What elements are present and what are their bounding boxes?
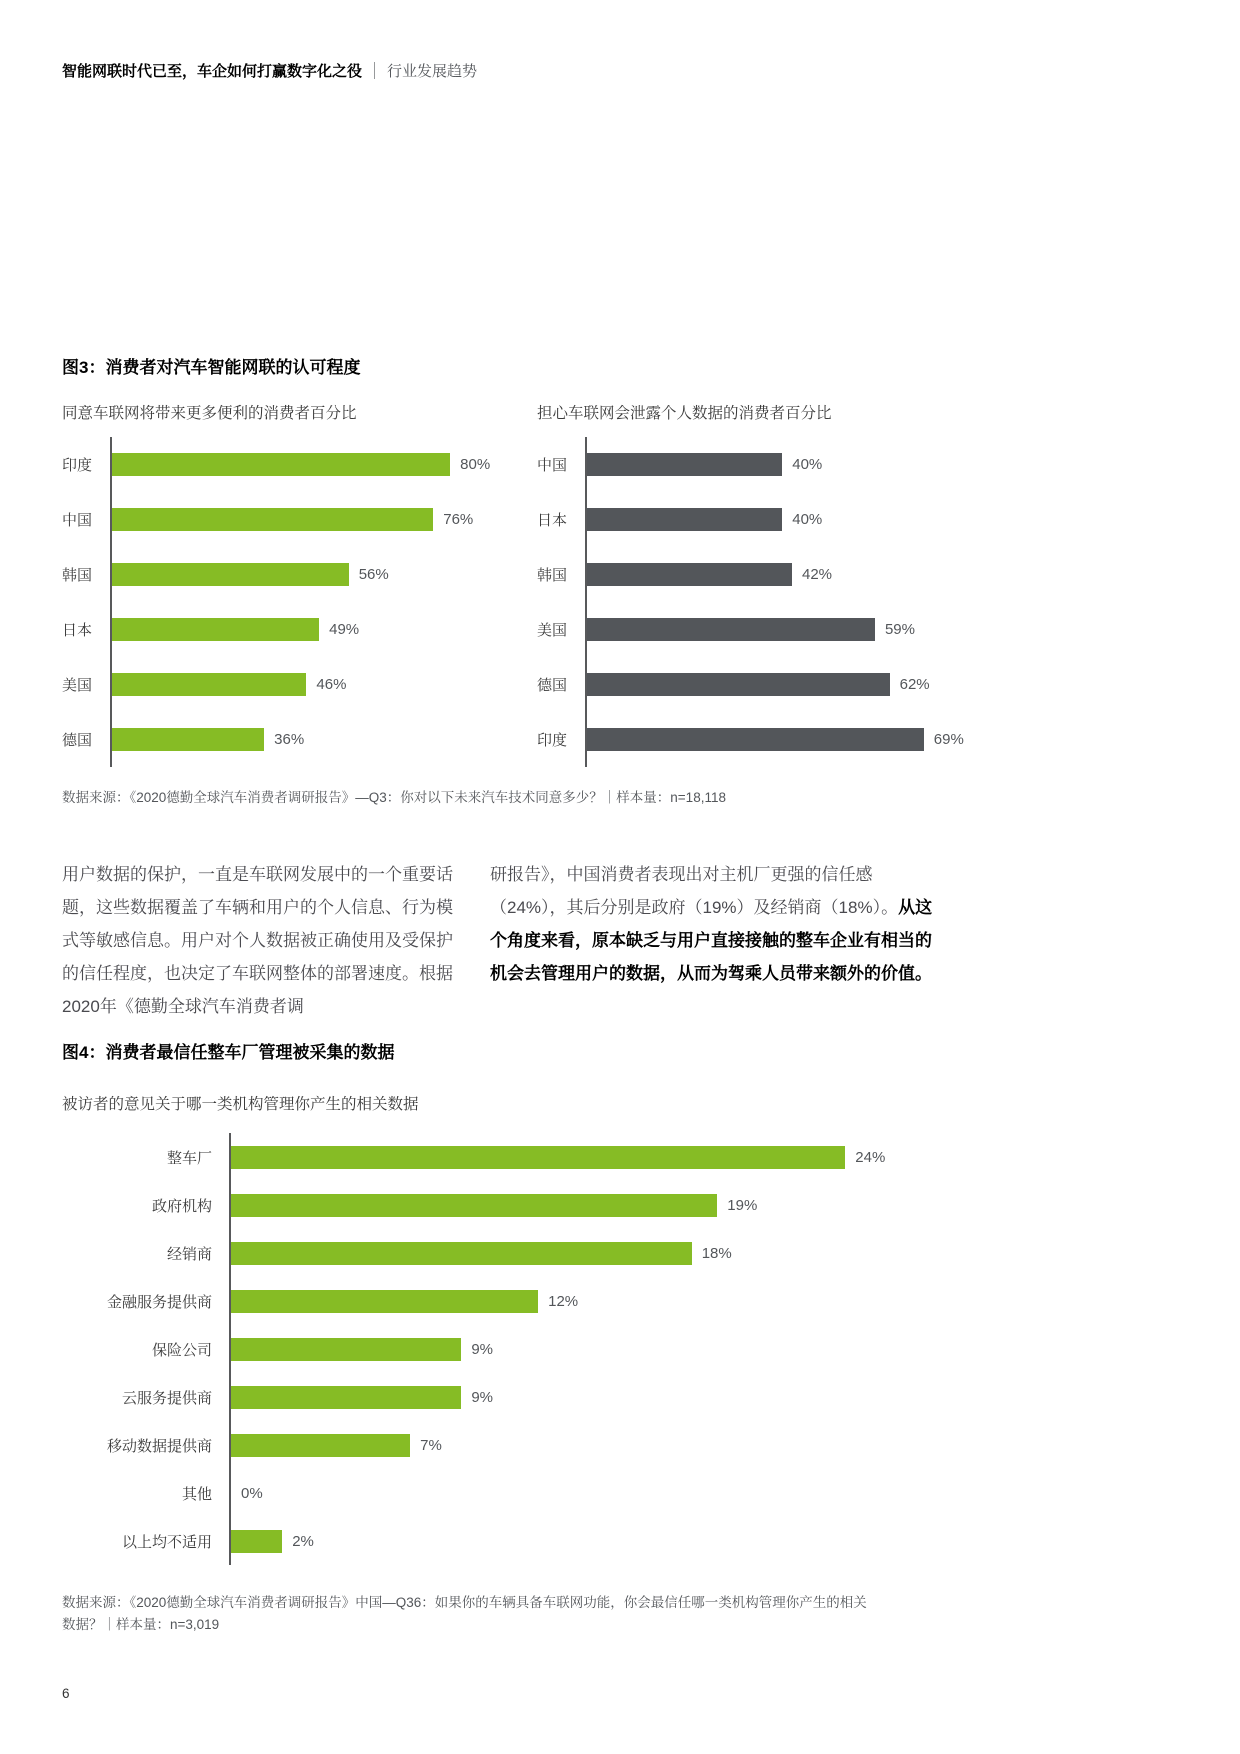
category-label: 韩国	[537, 567, 568, 584]
chart-row	[537, 712, 997, 767]
chart-row	[62, 1469, 1178, 1517]
value-label: 56%	[358, 566, 389, 583]
value-label: 40%	[792, 511, 823, 528]
figure3	[62, 353, 1178, 809]
figure3-title: 图3：消费者对汽车智能网联的认可程度	[62, 358, 361, 377]
chart-row	[62, 1325, 1178, 1373]
bar	[231, 1434, 410, 1457]
category-label: 韩国	[62, 567, 93, 584]
value-label: 24%	[855, 1148, 886, 1166]
bar	[231, 1530, 282, 1553]
bar-area	[110, 602, 522, 657]
value-label: 36%	[274, 731, 305, 748]
value-label: 18%	[701, 1244, 732, 1262]
figure3-left-chart	[62, 437, 522, 767]
value-label: 59%	[884, 621, 915, 638]
chart-row	[62, 1373, 1178, 1421]
category-label: 政府机构	[151, 1197, 212, 1215]
bar-area	[229, 1325, 1178, 1373]
page-header	[62, 60, 477, 81]
bar	[587, 673, 890, 696]
bar	[231, 1386, 461, 1409]
figure4	[62, 1038, 1178, 1636]
value-label: 76%	[443, 511, 474, 528]
body-right-column	[490, 858, 934, 1023]
category-label: 保险公司	[151, 1341, 212, 1359]
bar-area	[585, 437, 997, 492]
bar-area	[110, 657, 522, 712]
bar-area	[110, 437, 522, 492]
value-label: 0%	[241, 1484, 263, 1502]
value-label: 62%	[899, 676, 930, 693]
bar	[587, 728, 924, 751]
figure4-chart	[62, 1133, 1178, 1565]
bar-area	[585, 712, 997, 767]
chart-row	[62, 1421, 1178, 1469]
bar-area	[110, 492, 522, 547]
value-label: 80%	[460, 456, 491, 473]
bar-area	[110, 712, 522, 767]
bar-area	[585, 657, 997, 712]
bar	[231, 1290, 538, 1313]
bar-area	[229, 1181, 1178, 1229]
value-label: 40%	[792, 456, 823, 473]
category-label: 经销商	[166, 1245, 212, 1263]
chart-row	[62, 547, 522, 602]
chart-row	[62, 437, 522, 492]
chart-row	[537, 492, 997, 547]
body-left-paragraph: 用户数据的保护，一直是车联网发展中的一个重要话题，这些数据覆盖了车辆和用户的个人信息、行为模式等敏感信息。用户对个人数据被正确使用及受保护的信任程度，也决定了车联网整体的部署速度。根据2020年《德勤全球汽车消费者调	[62, 865, 453, 1016]
category-label: 中国	[62, 512, 93, 529]
header-section-label: 行业发展趋势	[387, 63, 478, 80]
value-label: 9%	[471, 1388, 494, 1406]
bar	[231, 1146, 845, 1169]
bar-area	[229, 1421, 1178, 1469]
bar	[587, 508, 782, 531]
category-label: 印度	[537, 732, 568, 749]
chart-row	[62, 1181, 1178, 1229]
bar-area	[585, 492, 997, 547]
category-label: 德国	[62, 732, 93, 749]
figure3-right-chart	[537, 437, 997, 767]
figure3-charts-row	[62, 401, 1178, 767]
bar	[231, 1338, 461, 1361]
figure3-source-note: 数据来源：《2020德勤全球汽车消费者调研报告》—Q3：你对以下未来汽车技术同意多少？｜样本量：n=18,118	[62, 790, 726, 805]
value-label: 9%	[471, 1340, 494, 1358]
bar-area	[229, 1469, 1178, 1517]
category-label: 云服务提供商	[121, 1389, 212, 1407]
bar	[112, 453, 450, 476]
bar	[587, 453, 782, 476]
chart-row	[62, 602, 522, 657]
body-right-paragraph	[490, 858, 934, 990]
body-paragraphs	[62, 858, 934, 1023]
value-label: 7%	[420, 1436, 442, 1454]
figure3-left-column	[62, 401, 522, 767]
chart-row	[537, 437, 997, 492]
bar-area	[229, 1277, 1178, 1325]
bar-area	[229, 1517, 1178, 1565]
value-label: 19%	[727, 1196, 758, 1214]
bar	[112, 728, 264, 751]
bar-area	[585, 547, 997, 602]
value-label: 2%	[292, 1532, 314, 1550]
bar-area	[229, 1229, 1178, 1277]
chart-row	[62, 492, 522, 547]
bar	[112, 563, 349, 586]
category-label: 印度	[62, 457, 93, 474]
value-label: 49%	[329, 621, 360, 638]
bar-area	[110, 547, 522, 602]
figure3-left-chart-subtitle: 同意车联网将带来更多便利的消费者百分比	[62, 405, 357, 422]
bar	[231, 1242, 692, 1265]
value-label: 69%	[933, 731, 964, 748]
figure4-title: 图4：消费者最信任整车厂管理被采集的数据	[62, 1043, 395, 1062]
chart-row	[62, 657, 522, 712]
body-left-column	[62, 858, 462, 1023]
chart-row	[537, 602, 997, 657]
header-title: 智能网联时代已至，车企如何打赢数字化之役	[62, 63, 363, 80]
category-label: 美国	[62, 677, 93, 694]
bar-area	[229, 1373, 1178, 1421]
body-right-text: 研报告》，中国消费者表现出对主机厂更强的信任感（24%），其后分别是政府（19%）及经销商（18%）。	[490, 865, 899, 917]
chart-row	[62, 1133, 1178, 1181]
bar	[231, 1194, 717, 1217]
value-label: 42%	[802, 566, 833, 583]
figure4-source-line2: 数据？｜样本量：n=3,019	[62, 1617, 220, 1632]
figure4-chart-subtitle: 被访者的意见关于哪一类机构管理你产生的相关数据	[62, 1096, 419, 1113]
figure3-right-column	[537, 401, 997, 767]
value-label: 46%	[316, 676, 347, 693]
category-label: 移动数据提供商	[106, 1437, 212, 1455]
figure3-right-chart-subtitle: 担心车联网会泄露个人数据的消费者百分比	[537, 405, 832, 422]
page-number: 6	[62, 1686, 70, 1701]
category-label: 美国	[537, 622, 568, 639]
chart-row	[62, 712, 522, 767]
body-right-bold-text: 从这个角度来看，原本缺乏与用户直接接触的整车企业有相当的机会去管理用户的数据，从而为驾乘人员带来额外的价值。	[490, 898, 933, 983]
chart-row	[537, 657, 997, 712]
category-label: 日本	[62, 622, 93, 639]
category-label: 整车厂	[166, 1149, 212, 1167]
category-label: 以上均不适用	[121, 1533, 212, 1551]
chart-row	[62, 1277, 1178, 1325]
chart-row	[62, 1517, 1178, 1565]
bar	[112, 508, 433, 531]
category-label: 德国	[537, 677, 568, 694]
bar	[112, 673, 306, 696]
figure4-source-line1: 数据来源：《2020德勤全球汽车消费者调研报告》中国—Q36：如果你的车辆具备车联网功能，你会最信任哪一类机构管理你产生的相关	[62, 1595, 867, 1610]
bar-area	[585, 602, 997, 657]
category-label: 其他	[181, 1485, 212, 1503]
chart-row	[537, 547, 997, 602]
bar	[587, 618, 875, 641]
bar	[112, 618, 319, 641]
bar	[587, 563, 792, 586]
category-label: 金融服务提供商	[106, 1293, 212, 1311]
figure4-source-note	[62, 1592, 1178, 1636]
chart-row	[62, 1229, 1178, 1277]
bar-area	[229, 1133, 1178, 1181]
header-divider	[374, 62, 375, 79]
category-label: 日本	[537, 512, 568, 529]
value-label: 12%	[548, 1292, 579, 1310]
category-label: 中国	[537, 457, 568, 474]
